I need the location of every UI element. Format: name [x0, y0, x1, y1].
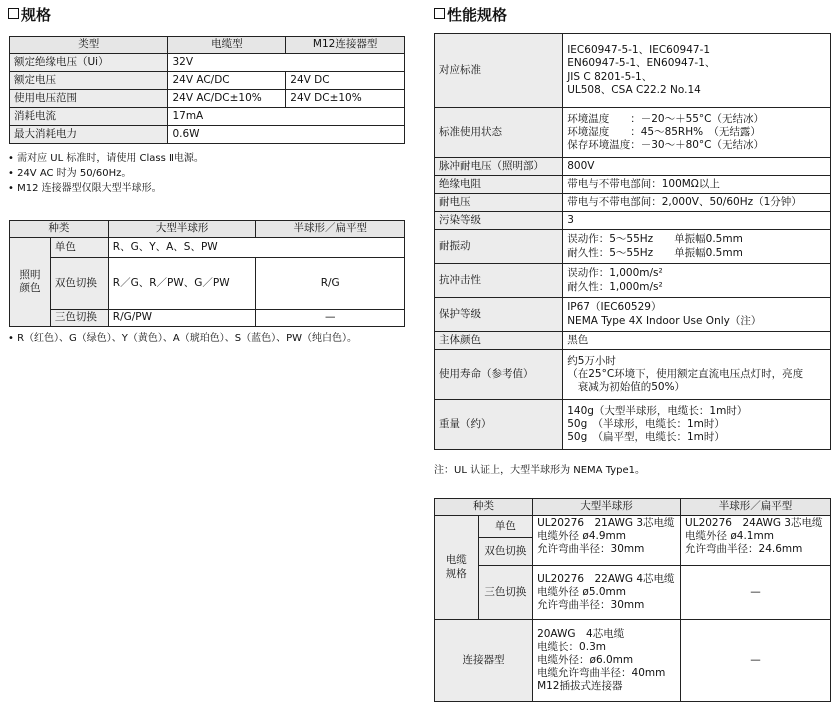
table-row: 保护等级 IP67（IEC60529） NEMA Type 4X Indoor Use Only（注）: [435, 298, 831, 332]
color-table: 种类 大型半球形 半球形／扁平型 照明 颜色 单色 R、G、Y、A、S、PW 双色切换 R／G、R／PW、G／PW R/G 三色切换 R/G/PW —: [9, 220, 405, 327]
table-row: 重量（约） 140g（大型半球形，电缆长：1m时） 50g （半球形，电缆长：1m时） 50g （扁平型，电缆长：1m时）: [435, 400, 831, 450]
table-row: 抗冲击性 误动作：1,000m/s² 耐久性：1,000m/s²: [435, 264, 831, 298]
table-row: 污染等级 3: [435, 212, 831, 230]
performance-table: [434, 33, 831, 450]
cable-header-kind: 种类: [435, 499, 533, 516]
table-row: 使用寿命（参考值） 约5万小时 （在25°C环境下，使用额定直流电压点灯时，亮度 衰减为初始值的50%）: [435, 350, 831, 400]
spec-table: [9, 36, 405, 144]
table-row: 绝缘电阻 带电与不带电部间：100MΩ以上: [435, 176, 831, 194]
table-row: 最大消耗电力 0.6W: [10, 126, 405, 144]
table-row: 消耗电流 17mA: [10, 108, 405, 126]
table-row: 耐振动 误动作：5～55Hz 单振幅0.5mm 耐久性：5～55Hz 单振幅0.5mm: [435, 230, 831, 264]
table-row: 额定电压 24V AC/DC 24V DC: [10, 72, 405, 90]
table-row: 标准使用状态 环境温度 ：－20～＋55°C（无结冰） 环境湿度 ：45～85RH% （无结露） 保存环境温度：－30～＋80°C（无结冰）: [435, 108, 831, 158]
spec-header-m12: M12连接器型: [286, 37, 405, 54]
color-note: • R（红色）、G（绿色）、Y（黄色）、A（琥珀色）、S（蓝色）、PW（纯白色）。: [8, 333, 357, 344]
table-row: 主体颜色 黑色: [435, 332, 831, 350]
table-row: 额定绝缘电压（Ui） 32V: [10, 54, 405, 72]
note-line: • 需对应 UL 标准时，请使用 Class Ⅱ电源。: [8, 153, 204, 164]
cable-spec-group: 电缆 规格: [435, 516, 479, 620]
table-row: 耐电压 带电与不带电部间：2,000V、50/60Hz（1分钟）: [435, 194, 831, 212]
color-header-large: 大型半球形: [108, 221, 256, 238]
performance-note: 注：UL 认证上，大型半球形为 NEMA Type1。: [434, 465, 646, 476]
note-line: • 24V AC 时为 50/60Hz。: [8, 168, 132, 179]
color-header-small: 半球形／扁平型: [256, 221, 405, 238]
performance-heading: 性能规格: [434, 4, 507, 25]
illumination-color-group: 照明 颜色: [10, 238, 51, 327]
table-row: 使用电压范围 24V AC/DC±10% 24V DC±10%: [10, 90, 405, 108]
spec-header-cable: 电缆型: [168, 37, 286, 54]
table-row: 对应标准 IEC60947-5-1、IEC60947-1 EN60947-5-1、EN60947-1、 JIS C 8201-5-1、 UL508、CSA C22.2 No.14: [435, 34, 831, 108]
cable-table: 种类 大型半球形 半球形／扁平型 电缆 规格 单色 UL20276 21AWG 3芯电缆 电缆外径 ø4.9mm 允许弯曲半径：30mm UL20276 24AWG 3芯电缆 电缆外径 ø4.1mm 允许弯曲半径：24.6mm 双色切换 三色切换 UL20276 22AWG 4芯电缆 电缆外径 ø5.0mm 允许弯曲半径：30mm — 连接器型 20AWG 4芯电缆 电缆长：0.3m 电缆外径：ø6.0mm 电缆允许弯曲半径：40mm M12插拔式连接器 —: [434, 498, 831, 702]
spec-notes: [8, 151, 204, 196]
cable-header-small: 半球形／扁平型: [681, 499, 831, 516]
square-bullet-icon: [434, 8, 445, 19]
square-bullet-icon: [8, 8, 19, 19]
table-row: 脉冲耐电压（照明部） 800V: [435, 158, 831, 176]
cable-header-large: 大型半球形: [533, 499, 681, 516]
color-header-kind: 种类: [10, 221, 109, 238]
spec-header-type: 类型: [10, 37, 168, 54]
note-line: • M12 连接器型仅限大型半球形。: [8, 183, 162, 194]
spec-heading: 规格: [8, 4, 51, 25]
